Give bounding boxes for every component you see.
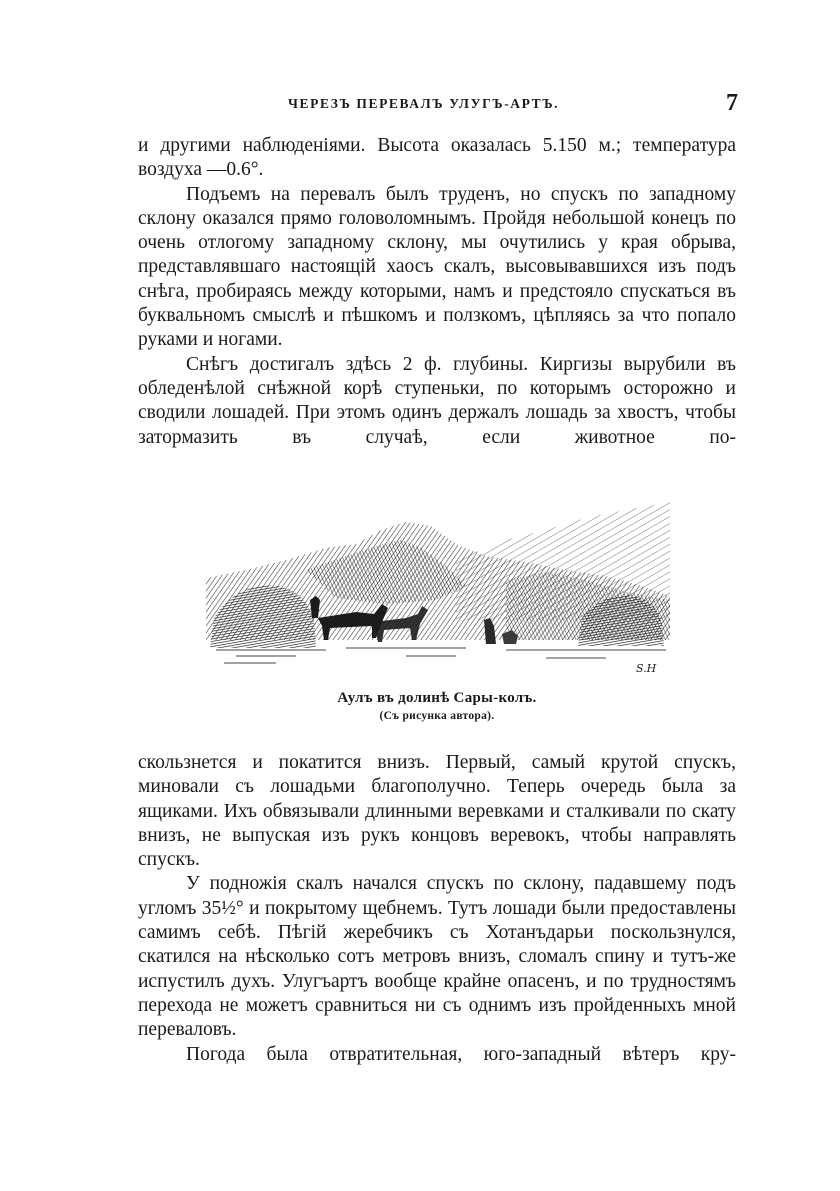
illustration-aul bbox=[206, 500, 670, 676]
paragraph: и другими наблюденіями. Высота оказалась 5.150 м.; температура воздуха —0.6°. bbox=[138, 135, 736, 181]
figure-caption: Аулъ въ долинѣ Сары-колъ. bbox=[337, 690, 537, 706]
ground-strokes bbox=[216, 648, 666, 663]
artist-signature: S.H bbox=[636, 662, 657, 675]
paragraph: Снѣгъ достигалъ здѣсь 2 ф. глубины. Киргизы вырубили въ обледенѣлой снѣжной корѣ ступеньки, по которымъ осторожно и сводили лошадей. При этомъ одинъ держалъ лошадь за хвостъ, чтобы затормазить въ случаѣ, если животное по- bbox=[138, 353, 736, 448]
figure-credit: (Съ рисунка автора). bbox=[379, 710, 495, 722]
running-title: ЧЕРЕЗЪ ПЕРЕВАЛЪ УЛУГЪ-АРТЪ. bbox=[288, 96, 560, 111]
running-head bbox=[138, 92, 738, 116]
text-block-top bbox=[138, 134, 736, 450]
paragraph: Подъемъ на перевалъ былъ труденъ, но спускъ по западному склону оказался прямо головоломнымъ. Пройдя небольшой конецъ по очень отлогому западному склону, мы очутились у края обрыва, представлявшаго настоящій хаосъ скалъ, высовывавшихся изъ подъ снѣга, пробираясь между которыми, намъ и предстояло спускаться въ буквальномъ смыслѣ и пѣшкомъ и ползкомъ, цѣпляясь за что попало руками и ногами. bbox=[138, 183, 736, 351]
page-number: 7 bbox=[726, 90, 738, 116]
paragraph: скользнется и покатится внизъ. Первый, самый крутой спускъ, миновали съ лошадьми благополучно. Теперь очередь была за ящиками. Ихъ обвязывали длинными веревками и сталкивали по скату внизъ, не выпуская изъ рукъ концовъ веревокъ, чтобы направлять спускъ. bbox=[138, 752, 736, 871]
engraving-svg bbox=[206, 500, 670, 676]
paragraph: Погода была отвратительная, юго-западный вѣтеръ кру- bbox=[186, 1043, 736, 1065]
text-block-bottom bbox=[138, 751, 736, 1067]
paragraph: У подножія скалъ начался спускъ по склону, падавшему подъ угломъ 35½° и покрытому щебнемъ. Тутъ лошади были предоставлены самимъ себѣ. Пѣгій жеребчикъ съ Хотанъдарьи поскользнулся, скатился на нѣсколько сотъ метровъ внизъ, сломалъ спину и тутъ-же испустилъ духъ. Улугъартъ вообще крайне опасенъ, и по трудностямъ перехода не можетъ сравниться ни съ однимъ изъ пройденныхъ мной переваловъ. bbox=[138, 873, 736, 1041]
